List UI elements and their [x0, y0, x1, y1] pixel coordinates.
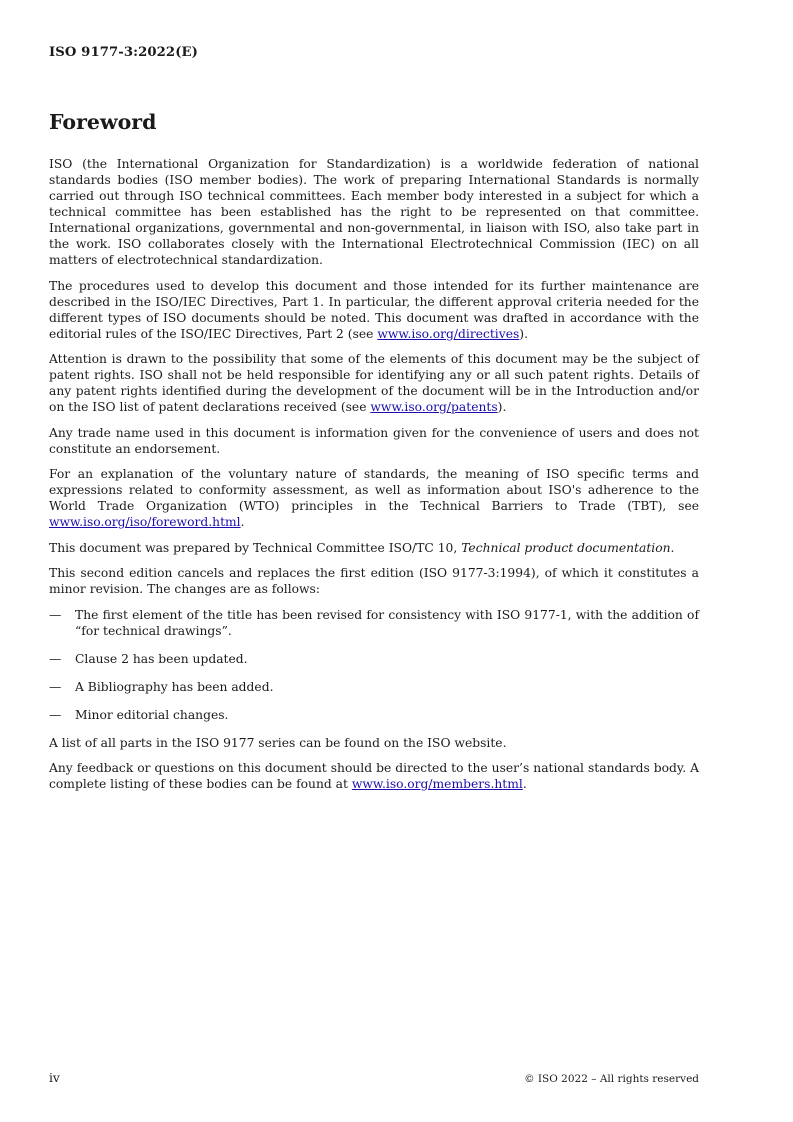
document-page: [49, 0, 699, 1122]
paragraph-voluntary-nature-end: .: [240, 515, 245, 529]
foreword-body: [49, 156, 699, 802]
list-item-text: Clause 2 has been updated.: [75, 651, 248, 666]
list-item: [49, 607, 699, 639]
paragraph-procedures-end: ).: [519, 326, 528, 341]
list-item-text: A Bibliography has been added.: [75, 679, 274, 694]
paragraph-voluntary-nature: [49, 466, 699, 530]
paragraph-series-parts: A list of all parts in the ISO 9177 series can be found on the ISO website.: [49, 735, 507, 750]
list-item-text: The first element of the title has been revised for consistency with ISO 9177-1, with the addition of “for technical drawings”.: [75, 607, 699, 638]
list-item: [49, 707, 699, 723]
paragraph-procedures-text: The procedures used to develop this document and those intended for its further maintenance are described in the ISO/IEC Directives, Part 1. In particular, the different approval criteria needed for the different types of ISO documents should be noted. This document was drafted in accordance with the editorial rules of the ISO/IEC Directives, Part 2 (see: [49, 278, 699, 341]
dash-bullet: —: [49, 707, 62, 722]
paragraph-trade-name: Any trade name used in this document is information given for the convenience of users and does not constitute an endorsement.: [49, 425, 699, 456]
copyright-notice: © ISO 2022 – All rights reserved: [524, 1073, 699, 1085]
paragraph-committee: [49, 540, 699, 556]
paragraph-committee-end: .: [670, 540, 675, 555]
paragraph-procedures: [49, 278, 699, 342]
committee-name: Technical product documentation: [461, 540, 671, 555]
dash-bullet: —: [49, 607, 62, 622]
paragraph-voluntary-nature-text: For an explanation of the voluntary nature of standards, the meaning of ISO specific terms and expressions related to conformity assessment, as well as information about ISO's adherence to the World Trade Organization (WTO) principles in the Technical Barriers to Trade (TBT), see: [49, 467, 699, 513]
paragraph-iso-intro: ISO (the International Organization for Standardization) is a worldwide federation of national standards bodies (ISO member bodies). The work of preparing International Standards is normally carried out through ISO technical committees. Each member body interested in a subject for which a technical committee has been established has the right to be represented on that committee. International organizations, governmental and non-governmental, in liaison with ISO, also take part in the work. ISO collaborates closely with the International Electrotechnical Commission (IEC) on all matters of electrotechnical standardization.: [49, 157, 699, 267]
paragraph-feedback-text: Any feedback or questions on this document should be directed to the user’s national standards body. A complete listing of these bodies can be found at: [49, 761, 699, 791]
foreword-link[interactable]: www.iso.org/iso/foreword.html: [49, 515, 241, 529]
members-link[interactable]: www.iso.org/members.html: [351, 777, 523, 791]
paragraph-committee-text: This document was prepared by Technical Committee ISO/TC 10,: [49, 540, 462, 555]
list-item: [49, 679, 699, 695]
dash-bullet: —: [49, 679, 62, 694]
paragraph-patents: [49, 351, 699, 415]
list-item-text: Minor editorial changes.: [75, 707, 229, 722]
paragraph-feedback-end: .: [522, 777, 527, 791]
paragraph-feedback: [49, 760, 699, 792]
changes-list: [49, 607, 699, 723]
list-item: [49, 651, 699, 667]
page-number: iv: [49, 1071, 60, 1085]
page-title: Foreword: [49, 110, 157, 134]
paragraph-patents-text: Attention is drawn to the possibility that some of the elements of this document may be the subject of patent rights. ISO shall not be held responsible for identifying any or all such patent rights. Details of any patent rights identified during the development of the document will be in the Introduction and/or on the ISO list of patent declarations received (see: [49, 352, 699, 414]
dash-bullet: —: [49, 651, 62, 666]
patents-link[interactable]: www.iso.org/patents: [370, 400, 498, 414]
directives-link[interactable]: www.iso.org/directives: [377, 326, 520, 341]
paragraph-patents-end: ).: [497, 400, 507, 414]
document-identifier: ISO 9177-3:2022(E): [49, 45, 199, 60]
paragraph-edition: This second edition cancels and replaces the first edition (ISO 9177-3:1994), of which it constitutes a minor revision. The changes are as follows:: [49, 566, 699, 596]
